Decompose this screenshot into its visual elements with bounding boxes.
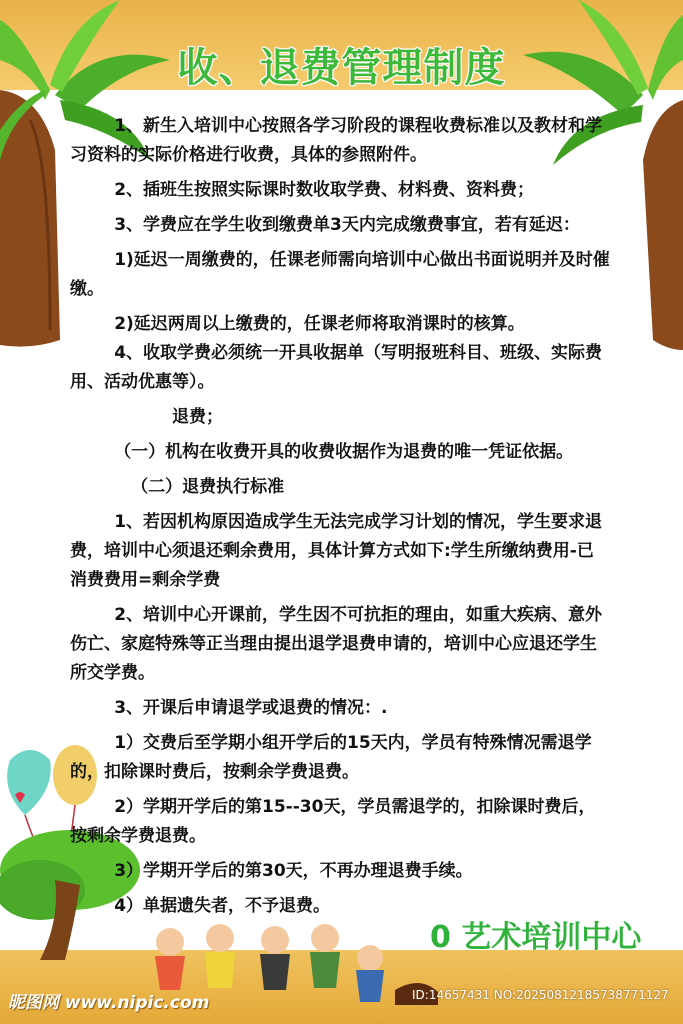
paragraph-13: 1）交费后至学期小组开学后的15天内，学员有特殊情况需退学的，扣除课时费后，按剩余学费退费。 (70, 733, 592, 782)
watermark: 昵图网 www.nipic.com (8, 993, 210, 1013)
paragraph-1: 1、新生入培训中心按照各学习阶段的课程收费标准以及教材和学习资料的实际价格进行收费，具体的参照附件。 (70, 116, 603, 165)
paragraph-15: 3）学期开学后的第30天，不再办理退费手续。 (114, 861, 473, 881)
paragraph-3: 3、学费应在学生收到缴费单3天内完成缴费事宜，若有延迟： (114, 215, 580, 235)
paragraph-10: 1、若因机构原因造成学生无法完成学习计划的情况，学生要求退费，培训中心须退还剩余费用，具体计算方式如下:学生所缴纳费用-已消费费用=剩余学费 (70, 512, 603, 590)
paragraph-12: 3、开课后申请退学或退费的情况：. (114, 698, 388, 718)
paragraph-7: 退费； (172, 407, 223, 427)
paragraph-2: 2、插班生按照实际课时数收取学费、材料费、资料费； (114, 180, 535, 200)
policy-content (70, 112, 610, 921)
page-title: 收、退费管理制度 (177, 45, 506, 91)
paragraph-14: 2）学期开学后的第15--30天，学员需退学的，扣除课时费后，按剩余学费退费。 (70, 797, 596, 846)
paragraph-9: （二）退费执行标准 (131, 477, 285, 497)
image-id: ID:14657431 NO:20250812185738771127 (412, 988, 669, 1002)
paragraph-5: 2)延迟两周以上缴费的，任课老师将取消课时的核算。 (114, 314, 525, 334)
paragraph-8: （一）机构在收费开具的收费收据作为退费的唯一凭证依据。 (114, 442, 574, 462)
paragraph-6: 4、收取学费必须统一开具收据单（写明报班科目、班级、实际费用、活动优惠等）。 (70, 343, 603, 392)
organization-name: 0 艺术培训中心 (430, 920, 642, 955)
paragraph-11: 2、培训中心开课前，学生因不可抗拒的理由，如重大疾病、意外伤亡、家庭特殊等正当理由提出退学退费申请的，培训中心应退还学生所交学费。 (70, 605, 603, 683)
paragraph-16: 4）单据遗失者，不予退费。 (114, 896, 331, 916)
paragraph-4: 1)延迟一周缴费的，任课老师需向培训中心做出书面说明并及时催缴。 (70, 250, 610, 299)
